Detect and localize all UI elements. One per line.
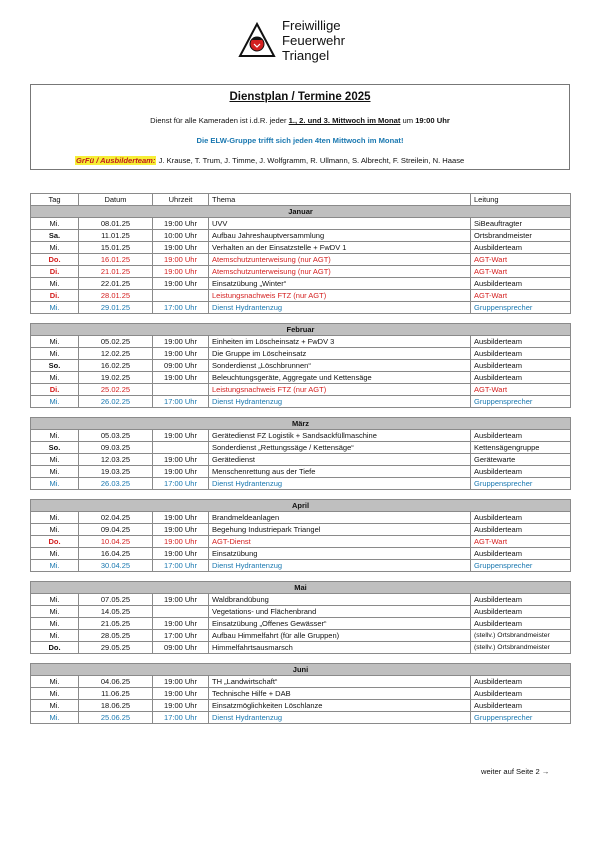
cell-uhrzeit: 19:00 Uhr bbox=[153, 348, 209, 360]
cell-uhrzeit: 19:00 Uhr bbox=[153, 700, 209, 712]
cell-thema: Brandmeldeanlagen bbox=[209, 512, 471, 524]
table-row bbox=[31, 712, 571, 724]
cell-tag: Mi. bbox=[31, 466, 79, 478]
spacer-row bbox=[31, 314, 571, 324]
cell-uhrzeit: 19:00 Uhr bbox=[153, 454, 209, 466]
cell-datum: 30.04.25 bbox=[79, 560, 153, 572]
cell-leitung: Ausbilderteam bbox=[471, 430, 571, 442]
cell-uhrzeit: 19:00 Uhr bbox=[153, 254, 209, 266]
cell-datum: 11.01.25 bbox=[79, 230, 153, 242]
table-row bbox=[31, 454, 571, 466]
cell-thema: Einsatzübung „Winter“ bbox=[209, 278, 471, 290]
table-row bbox=[31, 524, 571, 536]
cell-uhrzeit bbox=[153, 384, 209, 396]
cell-thema: Vegetations- und Flächenbrand bbox=[209, 606, 471, 618]
intro-line-schedule bbox=[31, 116, 569, 125]
cell-thema: Leistungsnachweis FTZ (nur AGT) bbox=[209, 290, 471, 302]
cell-tag: Mi. bbox=[31, 594, 79, 606]
table-row bbox=[31, 396, 571, 408]
cell-datum: 02.04.25 bbox=[79, 512, 153, 524]
month-label: Juni bbox=[31, 664, 571, 676]
table-row bbox=[31, 618, 571, 630]
cell-leitung: Ortsbrandmeister bbox=[471, 230, 571, 242]
cell-tag: Mi. bbox=[31, 606, 79, 618]
month-label: Mai bbox=[31, 582, 571, 594]
table-row bbox=[31, 384, 571, 396]
cell-leitung: Ausbilderteam bbox=[471, 618, 571, 630]
cell-tag: Mi. bbox=[31, 278, 79, 290]
logo-line: Feuerwehr bbox=[282, 33, 346, 48]
cell-datum: 09.03.25 bbox=[79, 442, 153, 454]
cell-uhrzeit: 19:00 Uhr bbox=[153, 512, 209, 524]
cell-tag: Mi. bbox=[31, 712, 79, 724]
cell-uhrzeit: 09:00 Uhr bbox=[153, 360, 209, 372]
cell-datum: 15.01.25 bbox=[79, 242, 153, 254]
table-row bbox=[31, 302, 571, 314]
cell-leitung: Gruppensprecher bbox=[471, 302, 571, 314]
cell-tag: Mi. bbox=[31, 630, 79, 642]
cell-uhrzeit: 19:00 Uhr bbox=[153, 548, 209, 560]
cell-thema: Aufbau Himmelfahrt (für alle Gruppen) bbox=[209, 630, 471, 642]
cell-leitung: Ausbilderteam bbox=[471, 466, 571, 478]
table-row bbox=[31, 548, 571, 560]
cell-datum: 11.06.25 bbox=[79, 688, 153, 700]
table-row bbox=[31, 254, 571, 266]
cell-datum: 08.01.25 bbox=[79, 218, 153, 230]
cell-leitung: Ausbilderteam bbox=[471, 524, 571, 536]
month-row bbox=[31, 418, 571, 430]
cell-leitung: AGT-Wart bbox=[471, 254, 571, 266]
cell-thema: Dienst Hydrantenzug bbox=[209, 712, 471, 724]
cell-thema: Dienst Hydrantenzug bbox=[209, 560, 471, 572]
cell-uhrzeit: 19:00 Uhr bbox=[153, 218, 209, 230]
cell-tag: Mi. bbox=[31, 454, 79, 466]
table-row bbox=[31, 372, 571, 384]
cell-uhrzeit: 19:00 Uhr bbox=[153, 676, 209, 688]
table-row bbox=[31, 218, 571, 230]
cell-uhrzeit bbox=[153, 290, 209, 302]
cell-leitung: Gruppensprecher bbox=[471, 560, 571, 572]
intro-line-team bbox=[75, 156, 464, 165]
cell-tag: Mi. bbox=[31, 618, 79, 630]
cell-uhrzeit: 19:00 Uhr bbox=[153, 466, 209, 478]
team-label: GrFü / Ausbilderteam: bbox=[76, 156, 156, 165]
cell-leitung: Ausbilderteam bbox=[471, 278, 571, 290]
table-row bbox=[31, 348, 571, 360]
cell-thema: Einsatzmöglichkeiten Löschlanze bbox=[209, 700, 471, 712]
cell-thema: Verhalten an der Einsatzstelle + FwDV 1 bbox=[209, 242, 471, 254]
cell-tag: Do. bbox=[31, 254, 79, 266]
team-names: J. Krause, T. Trum, J. Timme, J. Wolfgramm, R. Ullmann, S. Albrecht, F. Streilein, N. Haase bbox=[156, 156, 465, 165]
intro-box bbox=[30, 84, 570, 170]
month-row bbox=[31, 500, 571, 512]
cell-thema: Aufbau Jahreshauptversammlung bbox=[209, 230, 471, 242]
cell-tag: Mi. bbox=[31, 396, 79, 408]
table-row bbox=[31, 630, 571, 642]
cell-thema: Sonderdienst „Löschbrunnen“ bbox=[209, 360, 471, 372]
cell-thema: Waldbrandübung bbox=[209, 594, 471, 606]
cell-tag: Mi. bbox=[31, 302, 79, 314]
cell-leitung: Ausbilderteam bbox=[471, 242, 571, 254]
cell-leitung: Ausbilderteam bbox=[471, 700, 571, 712]
cell-tag: Do. bbox=[31, 642, 79, 654]
cell-datum: 28.05.25 bbox=[79, 630, 153, 642]
header-uhrzeit: Uhrzeit bbox=[153, 194, 209, 206]
cell-thema: Dienst Hydrantenzug bbox=[209, 478, 471, 490]
cell-datum: 16.04.25 bbox=[79, 548, 153, 560]
cell-uhrzeit: 17:00 Uhr bbox=[153, 560, 209, 572]
cell-leitung: Ausbilderteam bbox=[471, 676, 571, 688]
header-leitung: Leitung bbox=[471, 194, 571, 206]
cell-thema: Einsatzübung „Offenes Gewässer“ bbox=[209, 618, 471, 630]
cell-thema: Himmelfahrtsausmarsch bbox=[209, 642, 471, 654]
cell-uhrzeit: 17:00 Uhr bbox=[153, 712, 209, 724]
table-row bbox=[31, 606, 571, 618]
cell-thema: Dienst Hydrantenzug bbox=[209, 302, 471, 314]
cell-uhrzeit: 19:00 Uhr bbox=[153, 594, 209, 606]
cell-uhrzeit: 17:00 Uhr bbox=[153, 630, 209, 642]
cell-tag: Mi. bbox=[31, 688, 79, 700]
cell-uhrzeit bbox=[153, 442, 209, 454]
cell-uhrzeit: 19:00 Uhr bbox=[153, 242, 209, 254]
table-row bbox=[31, 430, 571, 442]
cell-thema: Technische Hilfe + DAB bbox=[209, 688, 471, 700]
cell-tag: Mi. bbox=[31, 524, 79, 536]
cell-tag: Sa. bbox=[31, 230, 79, 242]
cell-leitung: AGT-Wart bbox=[471, 266, 571, 278]
cell-leitung: Ausbilderteam bbox=[471, 360, 571, 372]
header-thema: Thema bbox=[209, 194, 471, 206]
table-row bbox=[31, 290, 571, 302]
cell-thema: Gerätedienst bbox=[209, 454, 471, 466]
table-row bbox=[31, 466, 571, 478]
schedule-table bbox=[30, 193, 571, 724]
cell-datum: 19.03.25 bbox=[79, 466, 153, 478]
cell-tag: Mi. bbox=[31, 478, 79, 490]
cell-thema: AGT-Dienst bbox=[209, 536, 471, 548]
cell-thema: Sonderdienst „Rettungssäge / Kettensäge“ bbox=[209, 442, 471, 454]
cell-datum: 09.04.25 bbox=[79, 524, 153, 536]
cell-leitung: AGT-Wart bbox=[471, 536, 571, 548]
cell-uhrzeit: 19:00 Uhr bbox=[153, 372, 209, 384]
table-row bbox=[31, 266, 571, 278]
cell-datum: 05.02.25 bbox=[79, 336, 153, 348]
page-title: Dienstplan / Termine 2025 bbox=[229, 91, 371, 103]
table-row bbox=[31, 442, 571, 454]
cell-datum: 28.01.25 bbox=[79, 290, 153, 302]
table-row bbox=[31, 230, 571, 242]
cell-datum: 16.02.25 bbox=[79, 360, 153, 372]
cell-tag: Di. bbox=[31, 290, 79, 302]
spacer-row bbox=[31, 654, 571, 664]
table-row bbox=[31, 278, 571, 290]
cell-uhrzeit: 10:00 Uhr bbox=[153, 230, 209, 242]
cell-uhrzeit: 19:00 Uhr bbox=[153, 536, 209, 548]
cell-datum: 07.05.25 bbox=[79, 594, 153, 606]
fire-brigade-emblem-icon bbox=[238, 22, 276, 60]
table-row bbox=[31, 560, 571, 572]
cell-leitung: Ausbilderteam bbox=[471, 336, 571, 348]
cell-tag: Do. bbox=[31, 536, 79, 548]
cell-uhrzeit: 19:00 Uhr bbox=[153, 524, 209, 536]
cell-thema: TH „Landwirtschaft“ bbox=[209, 676, 471, 688]
cell-leitung: Kettensägengruppe bbox=[471, 442, 571, 454]
logo-text bbox=[282, 18, 345, 63]
cell-leitung: Ausbilderteam bbox=[471, 606, 571, 618]
header-datum: Datum bbox=[79, 194, 153, 206]
table-row bbox=[31, 336, 571, 348]
cell-tag: So. bbox=[31, 442, 79, 454]
cell-uhrzeit: 17:00 Uhr bbox=[153, 478, 209, 490]
spacer-cell bbox=[31, 572, 571, 582]
spacer-row bbox=[31, 490, 571, 500]
cell-leitung: Ausbilderteam bbox=[471, 594, 571, 606]
month-row bbox=[31, 206, 571, 218]
cell-datum: 21.01.25 bbox=[79, 266, 153, 278]
cell-datum: 25.06.25 bbox=[79, 712, 153, 724]
table-row bbox=[31, 242, 571, 254]
cell-datum: 25.02.25 bbox=[79, 384, 153, 396]
cell-leitung: SiBeauftragter bbox=[471, 218, 571, 230]
logo-line: Triangel bbox=[282, 48, 330, 63]
header-tag: Tag bbox=[31, 194, 79, 206]
spacer-row bbox=[31, 572, 571, 582]
cell-leitung: Ausbilderteam bbox=[471, 348, 571, 360]
month-label: Januar bbox=[31, 206, 571, 218]
cell-uhrzeit: 17:00 Uhr bbox=[153, 302, 209, 314]
cell-datum: 18.06.25 bbox=[79, 700, 153, 712]
cell-datum: 19.02.25 bbox=[79, 372, 153, 384]
cell-uhrzeit: 19:00 Uhr bbox=[153, 618, 209, 630]
cell-leitung: Gruppensprecher bbox=[471, 478, 571, 490]
table-row bbox=[31, 512, 571, 524]
cell-thema: Atemschutzunterweisung (nur AGT) bbox=[209, 254, 471, 266]
cell-thema: Einsatzübung bbox=[209, 548, 471, 560]
spacer-cell bbox=[31, 490, 571, 500]
spacer-cell bbox=[31, 408, 571, 418]
cell-thema: Menschenrettung aus der Tiefe bbox=[209, 466, 471, 478]
month-row bbox=[31, 324, 571, 336]
cell-uhrzeit: 09:00 Uhr bbox=[153, 642, 209, 654]
intro-line-elw: Die ELW-Gruppe trifft sich jeden 4ten Mittwoch im Monat! bbox=[196, 136, 404, 145]
intro-emphasis: 1., 2. und 3. Mittwoch im Monat bbox=[288, 116, 401, 125]
cell-tag: Mi. bbox=[31, 430, 79, 442]
table-row bbox=[31, 594, 571, 606]
cell-uhrzeit: 19:00 Uhr bbox=[153, 336, 209, 348]
cell-tag: Mi. bbox=[31, 348, 79, 360]
cell-leitung: Gerätewarte bbox=[471, 454, 571, 466]
month-label: Februar bbox=[31, 324, 571, 336]
cell-thema: Beleuchtungsgeräte, Aggregate und Kettensäge bbox=[209, 372, 471, 384]
spacer-cell bbox=[31, 654, 571, 664]
cell-tag: Mi. bbox=[31, 548, 79, 560]
cell-datum: 12.03.25 bbox=[79, 454, 153, 466]
cell-datum: 10.04.25 bbox=[79, 536, 153, 548]
cell-datum: 22.01.25 bbox=[79, 278, 153, 290]
cell-tag: Mi. bbox=[31, 336, 79, 348]
next-page-note: weiter auf Seite 2 → bbox=[481, 767, 550, 776]
table-header-row bbox=[31, 194, 571, 206]
cell-uhrzeit: 19:00 Uhr bbox=[153, 688, 209, 700]
cell-datum: 26.02.25 bbox=[79, 396, 153, 408]
cell-leitung: (stellv.) Ortsbrandmeister bbox=[471, 642, 571, 654]
table-row bbox=[31, 676, 571, 688]
cell-leitung: (stellv.) Ortsbrandmeister bbox=[471, 630, 571, 642]
cell-leitung: Ausbilderteam bbox=[471, 512, 571, 524]
table-row bbox=[31, 688, 571, 700]
cell-thema: Gerätedienst FZ Logistik + Sandsackfüllmaschine bbox=[209, 430, 471, 442]
spacer-row bbox=[31, 408, 571, 418]
cell-datum: 26.03.25 bbox=[79, 478, 153, 490]
table-row bbox=[31, 478, 571, 490]
cell-datum: 12.02.25 bbox=[79, 348, 153, 360]
cell-tag: Mi. bbox=[31, 372, 79, 384]
cell-datum: 04.06.25 bbox=[79, 676, 153, 688]
cell-uhrzeit: 19:00 Uhr bbox=[153, 266, 209, 278]
cell-uhrzeit: 19:00 Uhr bbox=[153, 278, 209, 290]
cell-leitung: Gruppensprecher bbox=[471, 396, 571, 408]
table-row bbox=[31, 360, 571, 372]
cell-datum: 21.05.25 bbox=[79, 618, 153, 630]
intro-text: um bbox=[400, 116, 416, 125]
intro-time: 19:00 Uhr bbox=[415, 116, 450, 125]
cell-thema: Leistungsnachweis FTZ (nur AGT) bbox=[209, 384, 471, 396]
table-row bbox=[31, 642, 571, 654]
cell-thema: Die Gruppe im Löscheinsatz bbox=[209, 348, 471, 360]
cell-leitung: AGT-Wart bbox=[471, 384, 571, 396]
month-row bbox=[31, 582, 571, 594]
cell-leitung: Gruppensprecher bbox=[471, 712, 571, 724]
cell-tag: So. bbox=[31, 360, 79, 372]
cell-leitung: Ausbilderteam bbox=[471, 372, 571, 384]
cell-thema: Dienst Hydrantenzug bbox=[209, 396, 471, 408]
cell-tag: Mi. bbox=[31, 218, 79, 230]
cell-tag: Mi. bbox=[31, 676, 79, 688]
month-label: April bbox=[31, 500, 571, 512]
cell-leitung: AGT-Wart bbox=[471, 290, 571, 302]
cell-tag: Di. bbox=[31, 266, 79, 278]
month-row bbox=[31, 664, 571, 676]
spacer-cell bbox=[31, 314, 571, 324]
cell-datum: 14.05.25 bbox=[79, 606, 153, 618]
logo-line: Freiwillige bbox=[282, 18, 341, 33]
cell-datum: 16.01.25 bbox=[79, 254, 153, 266]
cell-leitung: Ausbilderteam bbox=[471, 548, 571, 560]
logo bbox=[238, 18, 378, 64]
cell-thema: Einheiten im Löscheinsatz + FwDV 3 bbox=[209, 336, 471, 348]
cell-uhrzeit bbox=[153, 606, 209, 618]
cell-datum: 29.01.25 bbox=[79, 302, 153, 314]
cell-tag: Mi. bbox=[31, 242, 79, 254]
cell-datum: 29.05.25 bbox=[79, 642, 153, 654]
cell-datum: 05.03.25 bbox=[79, 430, 153, 442]
cell-thema: UVV bbox=[209, 218, 471, 230]
cell-tag: Mi. bbox=[31, 700, 79, 712]
cell-uhrzeit: 19:00 Uhr bbox=[153, 430, 209, 442]
cell-leitung: Ausbilderteam bbox=[471, 688, 571, 700]
month-label: März bbox=[31, 418, 571, 430]
table-row bbox=[31, 536, 571, 548]
cell-tag: Di. bbox=[31, 384, 79, 396]
table-row bbox=[31, 700, 571, 712]
table-body bbox=[31, 206, 571, 724]
cell-tag: Mi. bbox=[31, 560, 79, 572]
intro-text: Dienst für alle Kameraden ist i.d.R. jeder bbox=[150, 116, 289, 125]
cell-uhrzeit: 17:00 Uhr bbox=[153, 396, 209, 408]
cell-tag: Mi. bbox=[31, 512, 79, 524]
cell-thema: Atemschutzunterweisung (nur AGT) bbox=[209, 266, 471, 278]
cell-thema: Begehung Industriepark Triangel bbox=[209, 524, 471, 536]
